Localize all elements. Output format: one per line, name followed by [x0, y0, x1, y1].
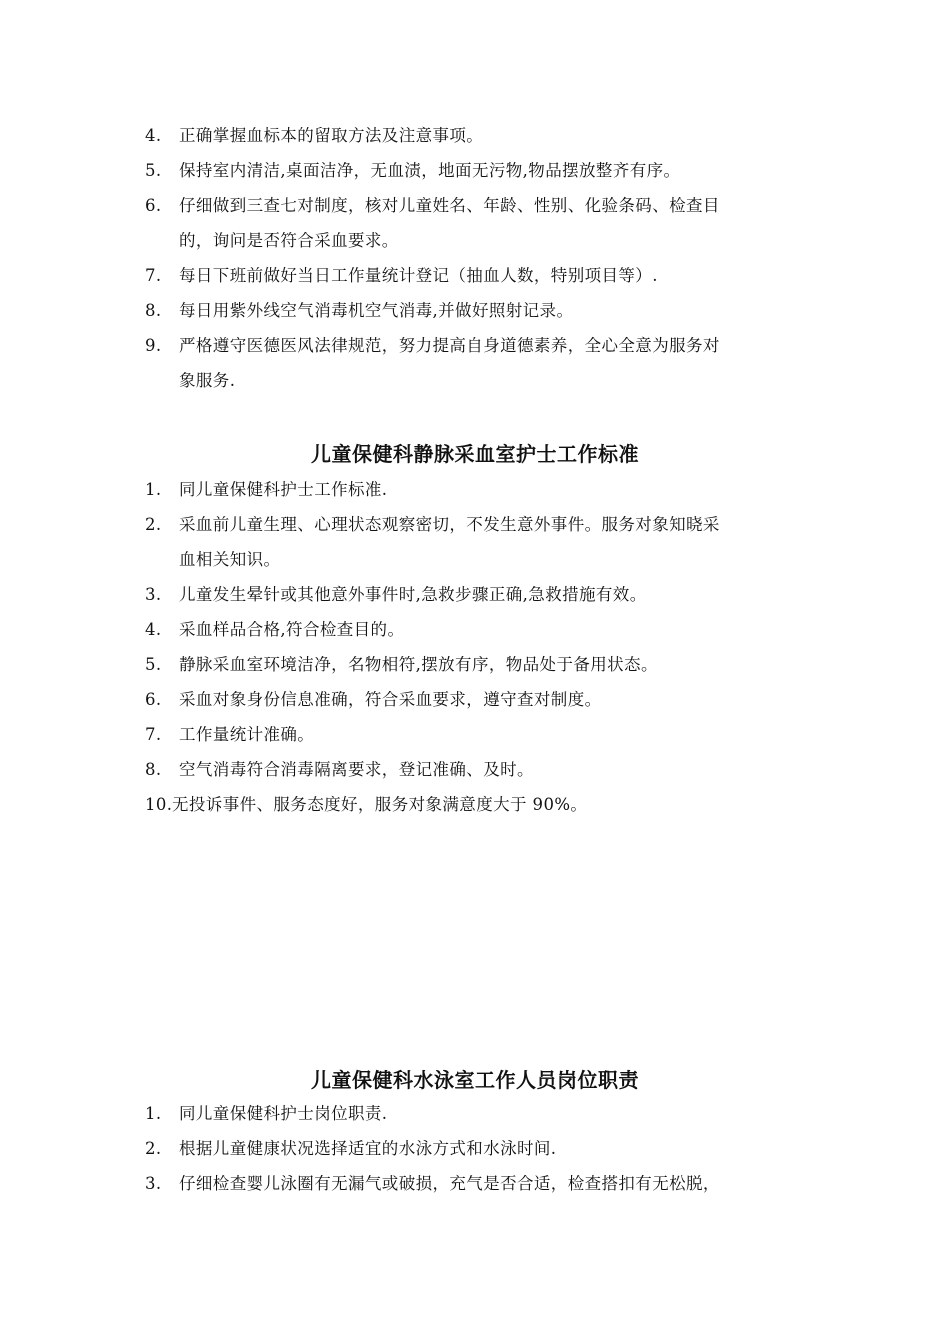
item-number: 10. — [145, 795, 173, 814]
item-number: 8. — [145, 301, 162, 320]
item-text-continued: 象服务. — [179, 371, 236, 390]
item-text: 静脉采血室环境洁净，名物相符,摆放有序，物品处于备用状态。 — [179, 655, 658, 674]
item-text: 工作量统计准确。 — [179, 725, 315, 744]
list-item — [0, 577, 819, 612]
list-item — [0, 1096, 819, 1131]
section-3-list — [0, 1096, 950, 1201]
item-text: 空气消毒符合消毒隔离要求，登记准确、及时。 — [179, 760, 534, 779]
item-number: 3. — [145, 585, 162, 604]
item-number: 6. — [145, 690, 162, 709]
item-text: 正确掌握血标本的留取方法及注意事项。 — [179, 126, 484, 145]
list-item — [0, 118, 819, 153]
item-text: 采血样品合格,符合检查目的。 — [179, 620, 405, 639]
list-item — [0, 293, 819, 328]
item-number: 8. — [145, 760, 162, 779]
section-2-heading: 儿童保健科静脉采血室护士工作标准 — [311, 442, 639, 466]
item-number: 1. — [145, 480, 162, 499]
item-number: 6. — [145, 196, 162, 215]
item-number: 7. — [145, 266, 162, 285]
item-text-continued: 的，询问是否符合采血要求。 — [179, 231, 399, 250]
item-text-continued: 血相关知识。 — [179, 550, 281, 569]
list-item — [0, 507, 819, 577]
item-text: 仔细检查婴儿泳圈有无漏气或破损，充气是否合适，检查搭扣有无松脱， — [179, 1174, 720, 1193]
item-number: 4. — [145, 126, 162, 145]
list-item — [0, 787, 812, 822]
item-text: 同儿童保健科护士岗位职责. — [179, 1104, 388, 1123]
list-item — [0, 188, 819, 258]
list-item — [0, 717, 819, 752]
item-number: 2. — [145, 1139, 162, 1158]
item-text: 采血前儿童生理、心理状态观察密切，不发生意外事件。服务对象知晓采 — [179, 515, 720, 534]
item-text: 保持室内清洁,桌面洁净，无血渍，地面无污物,物品摆放整齐有序。 — [179, 161, 681, 180]
item-number: 1. — [145, 1104, 162, 1123]
item-text: 采血对象身份信息准确，符合采血要求，遵守查对制度。 — [179, 690, 602, 709]
item-number: 3. — [145, 1174, 162, 1193]
item-number: 2. — [145, 515, 162, 534]
item-text: 仔细做到三查七对制度，核对儿童姓名、年龄、性别、化验条码、检查目 — [179, 196, 720, 215]
item-text: 严格遵守医德医风法律规范，努力提高自身道德素养，全心全意为服务对 — [179, 336, 720, 355]
item-number: 7. — [145, 725, 162, 744]
item-text: 同儿童保健科护士工作标准. — [179, 480, 388, 499]
item-number: 4. — [145, 620, 162, 639]
list-item — [0, 328, 819, 398]
item-text: 根据儿童健康状况选择适宜的水泳方式和水泳时间. — [179, 1139, 557, 1158]
item-text: 每日用紫外线空气消毒机空气消毒,并做好照射记录。 — [179, 301, 574, 320]
list-item — [0, 472, 819, 507]
list-item — [0, 258, 819, 293]
list-item — [0, 153, 819, 188]
list-item — [0, 1166, 819, 1201]
item-number: 5. — [145, 161, 162, 180]
list-item — [0, 752, 819, 787]
section-3-heading: 儿童保健科水泳室工作人员岗位职责 — [311, 1068, 639, 1092]
item-text: 每日下班前做好当日工作量统计登记（抽血人数，特别项目等）. — [179, 266, 658, 285]
item-number: 9. — [145, 336, 162, 355]
list-item — [0, 612, 819, 647]
section-1-list — [0, 118, 950, 398]
item-text: 无投诉事件、服务态度好，服务对象满意度大于 90%。 — [172, 795, 588, 814]
item-text: 儿童发生晕针或其他意外事件时,急救步骤正确,急救措施有效。 — [179, 585, 647, 604]
list-item — [0, 1131, 819, 1166]
list-item — [0, 682, 819, 717]
list-item — [0, 647, 819, 682]
section-2-list — [0, 472, 950, 822]
item-number: 5. — [145, 655, 162, 674]
